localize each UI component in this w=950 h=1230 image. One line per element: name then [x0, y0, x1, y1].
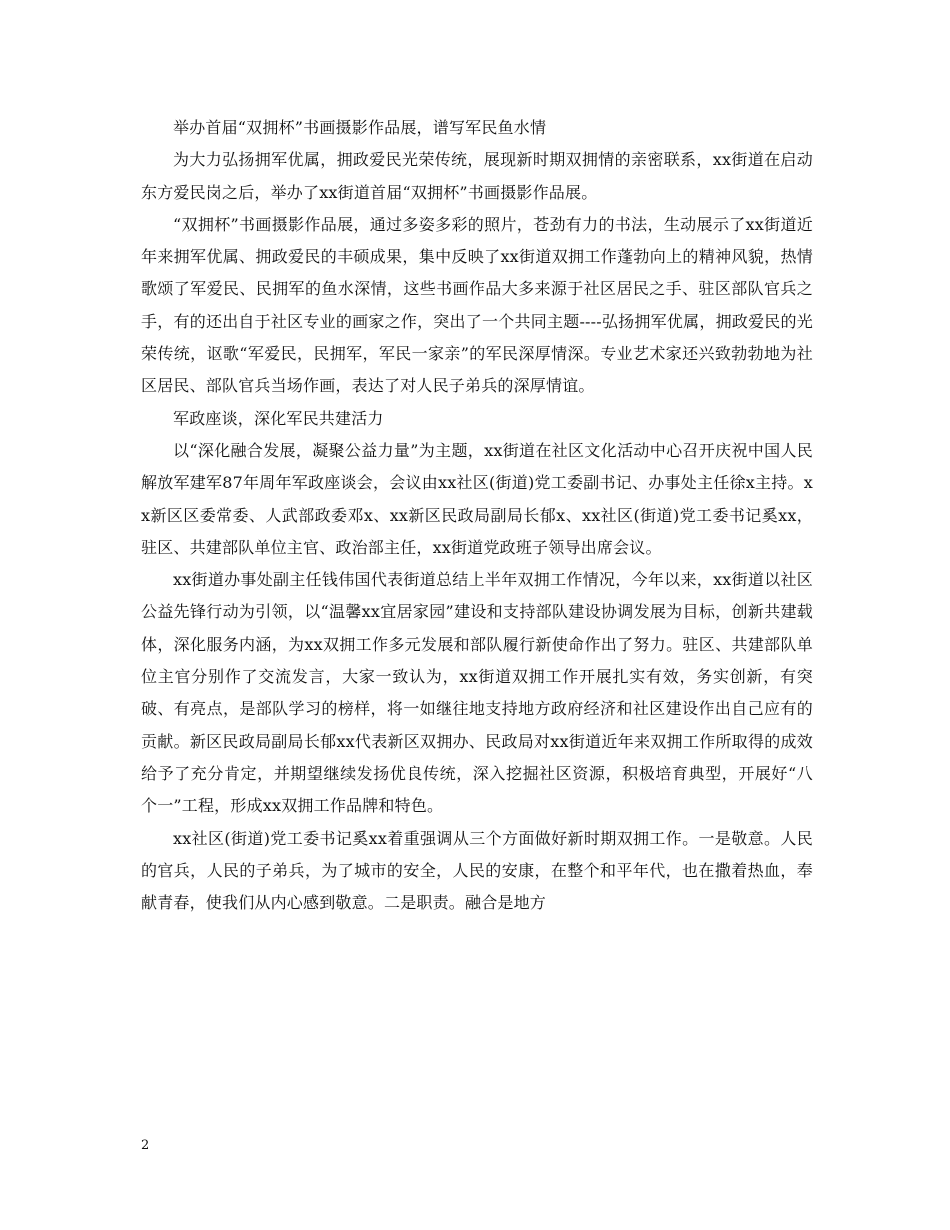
document-body	[141, 112, 813, 919]
paragraph-exhibition-detail: “双拥杯”书画摄影作品展，通过多姿多彩的照片，苍劲有力的书法，生动展示了xx街道近年来拥军优属、拥政爱民的丰硕成果，集中反映了xx街道双拥工作蓬勃向上的精神风貌，热情歌颂了军爱民、民拥军的鱼水深情，这些书画作品大多来源于社区居民之手、驻区部队官兵之手，有的还出自于社区专业的画家之作，突出了一个共同主题----弘扬拥军优属，拥政爱民的光荣传统，讴歌“军爱民，民拥军，军民一家亲”的军民深厚情深。专业艺术家还兴致勃勃地为社区居民、部队官兵当场作画，表达了对人民子弟兵的深厚情谊。	[141, 214, 813, 396]
page-number: 2	[141, 1138, 150, 1153]
paragraph-forum-intro: 以“深化融合发展，凝聚公益力量”为主题，xx街道在社区文化活动中心召开庆祝中国人民解放军建军87年周年军政座谈会，会议由xx社区(街道)党工委副书记、办事处主任徐x主持。xx新区区委常委、人武部政委邓x、xx新区民政局副局长郁x、xx社区(街道)党工委书记奚xx，驻区、共建部队单位主官、政治部主任，xx街道党政班子领导出席会议。	[141, 440, 813, 557]
section-heading-military-forum: 军政座谈，深化军民共建活力	[173, 408, 384, 428]
section-heading-calligraphy-exhibition: 举办首届“双拥杯”书画摄影作品展，谱写军民鱼水情	[173, 118, 547, 137]
paragraph-secretary-remarks: xx社区(街道)党工委书记奚xx着重强调从三个方面做好新时期双拥工作。一是敬意。人民的官兵，人民的子弟兵，为了城市的安全，人民的安康，在整个和平年代，也在撒着热血，奉献青春，使我们从内心感到敬意。二是职责。融合是地方	[141, 828, 813, 913]
paragraph-work-summary: xx街道办事处副主任钱伟国代表街道总结上半年双拥工作情况，今年以来，xx街道以社区公益先锋行动为引领，以“温馨xx宜居家园”建设和支持部队建设协调发展为目标，创新共建载体，深化服务内涵，为xx双拥工作多元发展和部队履行新使命作出了努力。驻区、共建部队单位主官分别作了交流发言，大家一致认为，xx街道双拥工作开展扎实有效，务实创新，有突破、有亮点，是部队学习的榜样，将一如继往地支持地方政府经济和社区建设作出自己应有的贡献。新区民政局副局长郁xx代表新区双拥办、民政局对xx街道近年来双拥工作所取得的成效给予了充分肯定，并期望继续发扬优良传统，深入挖掘社区资源，积极培育典型，开展好“八个一”工程，形成xx双拥工作品牌和特色。	[141, 570, 813, 816]
paragraph-exhibition-intro: 为大力弘扬拥军优属，拥政爱民光荣传统，展现新时期双拥情的亲密联系，xx街道在启动东方爱民岗之后，举办了xx街道首届“双拥杯”书画摄影作品展。	[141, 150, 813, 202]
